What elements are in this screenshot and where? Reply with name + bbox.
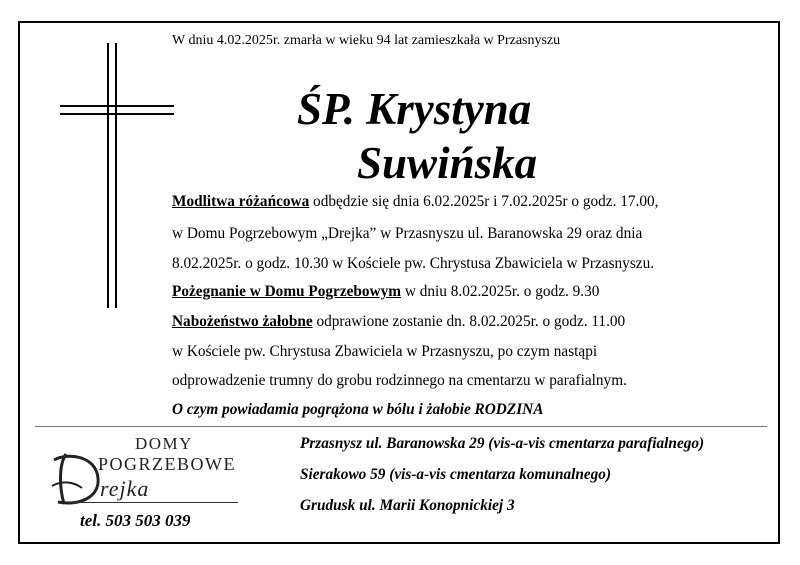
funeral-home-logo <box>40 432 280 532</box>
divider <box>35 426 767 427</box>
logo-underline <box>70 502 238 503</box>
service-label: Nabożeństwo żałobne <box>172 313 313 330</box>
logo-line-domy: DOMY <box>135 434 193 453</box>
farewell-line <box>172 284 599 299</box>
rosary-line-2: w Domu Pogrzebowym „Drejka” w Przasnyszu ul. Baranowska 29 oraz dnia <box>172 225 643 242</box>
logo-d-icon <box>48 446 108 510</box>
cross-icon-horizontal-top <box>60 105 174 107</box>
deceased-name-last: Suwińska <box>357 138 538 188</box>
closing-text: O czym powiadamia pogrążona w bólu i żałobie RODZINA <box>172 401 544 418</box>
cross-icon-vertical-left <box>107 43 109 308</box>
service-line-3: odprowadzenie trumny do grobu rodzinnego na cmentarzu w parafialnym. <box>172 372 627 389</box>
service-line-1 <box>172 314 625 329</box>
service-line-2: w Kościele pw. Chrystusa Zbawiciela w Przasnyszu, po czym nastąpi <box>172 343 598 360</box>
farewell-text: w dniu 8.02.2025r. o godz. 9.30 <box>401 283 600 300</box>
logo-phone: tel. 503 503 039 <box>80 511 191 530</box>
service-text-1: odprawione zostanie dn. 8.02.2025r. o godz. 11.00 <box>312 313 626 330</box>
deceased-name-first: ŚP. Krystyna <box>297 84 532 134</box>
address-2: Sierakowo 59 (vis-a-vis cmentarza komunalnego) <box>300 466 612 483</box>
rosary-line-1 <box>172 194 658 209</box>
rosary-line-3: 8.02.2025r. o godz. 10.30 w Kościele pw. Chrystusa Zbawiciela w Przasnyszu. <box>172 255 655 272</box>
address-3: Grudusk ul. Marii Konopnickiej 3 <box>300 497 515 514</box>
cross-icon-horizontal-bottom <box>60 113 174 115</box>
intro-text: W dniu 4.02.2025r. zmarła w wieku 94 lat zamieszkała w Przasnyszu <box>172 33 561 48</box>
farewell-label: Pożegnanie w Domu Pogrzebowym <box>172 283 401 300</box>
logo-line-pogrzebowe: POGRZEBOWE <box>98 454 236 474</box>
rosary-label: Modlitwa różańcowa <box>172 193 310 210</box>
cross-icon-vertical-right <box>115 43 117 308</box>
logo-brand: rejka <box>100 476 150 501</box>
rosary-text-1: odbędzie się dnia 6.02.2025r i 7.02.2025r o godz. 17.00, <box>309 193 659 210</box>
address-1: Przasnysz ul. Baranowska 29 (vis-a-vis cmentarza parafialnego) <box>300 435 705 452</box>
